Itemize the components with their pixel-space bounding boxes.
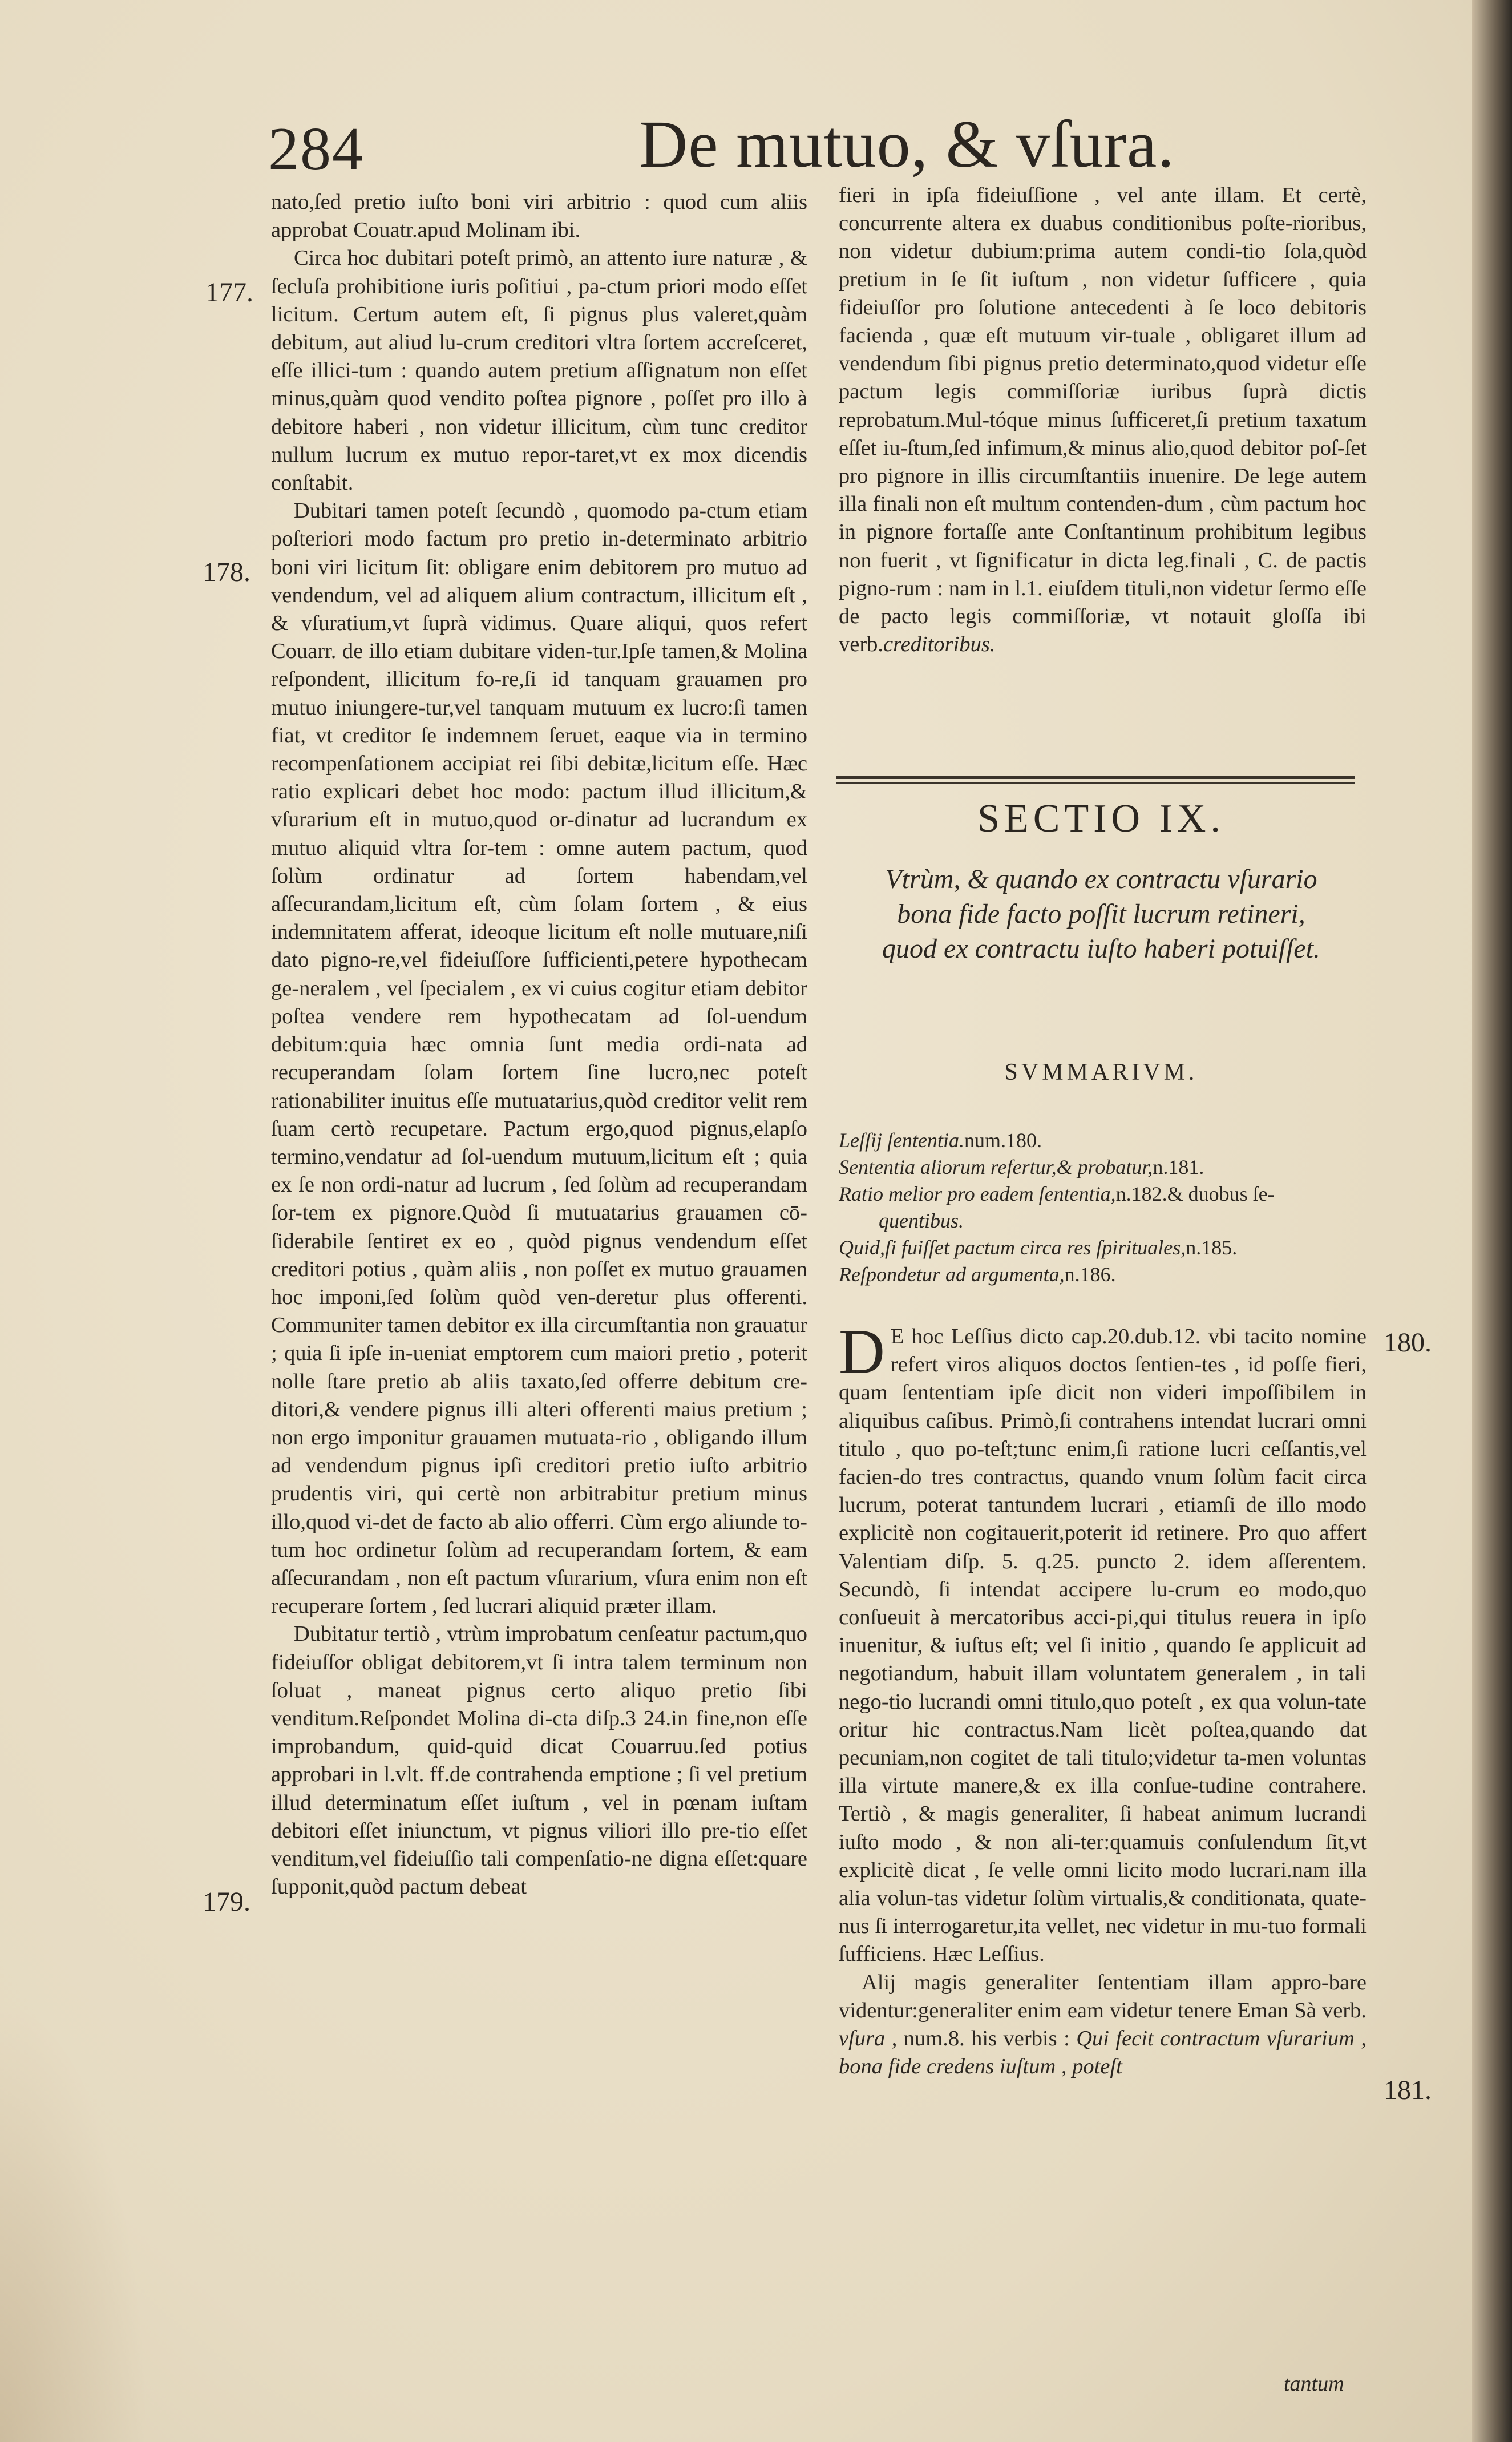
margin-number-181: 181.: [1384, 2075, 1432, 2105]
paragraph: Dubitari tamen poteſt ſecundò , quomodo pa-ctum etiam poſteriori modo factum pro pretio in-determinato arbitrio boni viri licitum ſit: obligare enim debitorem pro mutuo ad vendendum, vel ad aliquem alium contractum, illicitum eſt , & vſuratium,vt ſuprà vidimus. Quare aliqui, quos refert Couarr. de illo etiam dubitare viden-tur.Ipſe tamen,& Molina reſpondent, illicitum fo-re,ſi id tanquam grauamen pro mutuo iniungere-tur,vel tanquam mutuum ex lucro:ſi tamen fiat, vt creditor ſe indemnem ſeruet, eaque via in termino recompenſationem accipiat rei ſibi debitæ,licitum eſſe. Hæc ratio explicari debet hoc modo: pactum illud illicitum,& vſurarium eſt in mutuo,quod or-dinatur ad lucrandum ex mutuo aliquid vltra ſor-tem : omne autem pactum, quod ſolùm ordinatur ad ſortem habendam,vel aſſecurandam,licitum eſt, cùm ſolam ſortem , & eius indemnitatem afferat, ideoque licitum eſt nolle mutuare,niſi dato pigno-re,vel fideiuſſore ſufficienti,petere hypothecam ge-neralem , vel ſpecialem , ex vi cuius cogitur etiam debitor poſtea vendere rem hypothecatam ad ſol-uendum debitum:quia hæc omnia ſunt media ordi-nata ad recuperandam ſolam ſortem ſine lucro,nec poteſt rationabiliter inuitus eſſe mutuatarius,quòd creditor velit rem ſuam certò recupetare. Pactum ergo,quod pignus,elapſo termino,vendatur ad ſol-uendum mutuum,licitum eſt ; quia ex ſe non ordi-natur ad lucrum , ſed ſolùm ad recuperandam ſor-tem ex pignore.Quòd ſi mutuatarius grauamen cō-ſiderabile ſentiret ex eo , quòd pignus vendendum eſſet creditori potius , quàm aliis , non poſſet ex mutuo grauamen hoc imponi,ſed ſolùm quòd ven-deretur plus offerenti. Communiter tamen debitor ex illa circumſtantia non grauatur ; quia ſi ipſe in-ueniat emptorem cum maiori pretio , poterit nolle ſtare pretio ab aliis taxato,ſed offerre debitum cre-ditori,& vendere pignus illi alteri offerenti maius pretium ; non ergo imponitur grauamen mutuata-rio , obligando illum ad vendendum pignus ipſi creditori pretio iuſto arbitrio prudentis viri, qui certè non arbitrabitur pretium minus illo,quod vi-det de facto ab alio offerri. Cùm ergo aliunde to-tum hoc ordinetur ſolùm ad recuperandam ſortem, & eam aſſecurandam , non eſt pactum vſurarium, vſura enim non eſt recuperare ſortem , ſed lucrari aliquid præter illam.: [271, 499, 807, 1618]
summary-item: Leſſij ſententia.num.180.: [839, 1129, 1042, 1152]
paragraph: [839, 1317, 1367, 1969]
page-number: 284: [268, 115, 364, 183]
margin-number-178: 178.: [203, 557, 250, 587]
right-column-body: [839, 1317, 1367, 2081]
margin-number-177: 177.: [205, 277, 253, 308]
book-spine-shadow: [1472, 0, 1512, 2442]
summary-title: SVMMARIVM.: [1004, 1059, 1198, 1085]
summary-item: Quid,ſi fuiſſet pactum circa res ſpirituales,n.185.: [839, 1236, 1238, 1259]
paragraph: Alij magis generaliter ſententiam illam appro-bare videntur:generaliter enim eam videtur tenere Eman Sà verb. vſura , num.8. his verbis : Qui fecit contractum vſurarium , bona fide credens iuſtum , poteſt: [839, 1970, 1367, 2079]
italic-word: creditoribus.: [883, 632, 996, 657]
paragraph: nato,ſed pretio iuſto boni viri arbitrio : quod cum aliis approbat Couatr.apud Molinam ibi.: [271, 190, 807, 243]
running-title: De mutuo, & vſura.: [639, 107, 1175, 181]
summary-item: quentibus.: [879, 1209, 964, 1232]
paragraph-text: fieri in ipſa fideiuſſione , vel ante illam. Et certè, concurrente altera ex duabus conditionibus poſte-rioribus, non videtur dubium:prima autem condi-tio ſola,quòd pretium in ſe ſit iuſtum , non videtur ſufficere , quia fideiuſſor pro ſolutione antecedenti à ſe loco debitoris facienda , quæ eſt mutuum vir-tuale , obligaret illum ad vendendum ſibi pignus pretio determinato,quod videtur eſſe pactum legis commiſſoriæ iuribus ſuprà dictis reprobatum.Mul-tóque minus ſufficeret,ſi pretium taxatum eſſet iu-ſtum,ſed infimum,& minus alio,quod debitor poſ-ſet pro pignore in illis circumſtantiis inuenire. De lege autem illa finali non eſt multum contenden-dum , cùm pactum hoc in pignore fortaſſe ante Conſtantinum prohibitum legibus non fuerit , vt ſignificatur in dicta leg.finali , C. de pactis pigno-rum : nam in l.1. eiuſdem tituli,non videtur ſermo eſſe de pacto legis commiſſoriæ, vt notauit gloſſa ibi verb.: [839, 183, 1367, 657]
drop-cap: D: [839, 1317, 885, 1387]
left-column: [271, 188, 807, 1901]
summary-item: Ratio melior pro eadem ſententia,n.182.& duobus ſe-: [839, 1182, 1275, 1205]
margin-number-179: 179.: [203, 1887, 250, 1917]
paper-stain: [0, 1997, 148, 2442]
paragraph-text: E hoc Leſſius dicto cap.20.dub.12. vbi tacito nomine refert viros aliquos doctos ſentien-tes , id poſſe fieri, quam ſententiam ipſe dicit non videri impoſſibilem in aliquibus caſibus. Primò,ſi contrahens intendat lucrari omni titulo , quo po-teſt;tunc enim,ſi ratione lucri ceſſantis,vel facien-do tres contractus, quando vnum ſolùm facit circa lucrum, poterat tantundem lucrari , etiamſi de illo modo explicitè non cogitauerit,poterit id retinere. Pro quo affert Valentiam diſp. 5. q.25. puncto 2. idem aſſerentem. Secundò, ſi intendat accipere lu-crum eo modo,quo conſueuit à mercatoribus acci-pi,qui titulus reuera in ipſo inuenitur, & iuſtus eſt; vel ſi initio , quando ſe applicuit ad negotiandum, habuit illam voluntatem generalem , in tali nego-tio lucrandi omni titulo,quo poteſt , ex qua volun-tate oritur hic contractus.Nam licèt poſtea,quando dat pecuniam,non cogitet de tali titulo;videtur ta-men voluntas illa virtute manere,& ex illa conſue-tudine contrahere. Tertiò , & magis generaliter, ſi habeat animum lucrandi iuſto modo , & non ali-ter:quamuis conſulendum ſit,vt explicitè dicat , ſe velle omni licito modo lucrari.nam illa alia volun-tas videtur ſolùm virtualis,& conditionata, quate-nus ſi interrogaretur,ita vellet, nec videtur in mu-tuo formali ſufficiens. Hæc Leſſius.: [839, 1325, 1367, 1967]
paragraph: Dubitatur tertiò , vtrùm improbatum cenſeatur pactum,quo fideiuſſor obligat debitorem,vt ſi intra talem terminum non ſoluat , maneat pignus certo aliquo pretio ſibi venditum.Reſpondet Molina di-cta diſp.3 24.in fine,non eſſe improbandum, quid-quid dicat Couarruu.ſed potius approbari in l.vlt. ff.de contrahenda emptione ; ſi vel pretium illud determinatum eſſet iuſtum , vel in pœnam iuſtam debitori eſſet iniunctum, vt pignus viliori illo pre-tio eſſet venditum,vel fideiuſſio tali compenſatio-ne digna eſſet:quare ſupponit,quòd pactum debeat: [271, 1622, 807, 1899]
margin-number-180: 180.: [1384, 1327, 1432, 1358]
section-subtitle: Vtrùm, & quando ex contractu vſurario bona fide facto poſſit lucrum retineri, quod ex contractu iuſto haberi potuiſſet.: [882, 864, 1320, 964]
paragraph: [839, 181, 1367, 659]
paragraph: Circa hoc dubitari poteſt primò, an attento iure naturæ , & ſecluſa prohibitione iuris poſitiui , pa-ctum priori modo eſſet licitum. Certum autem eſt, ſi pignus plus valeret,quàm debitum, aut aliud lu-crum creditori vltra ſortem accreſceret, eſſe illici-tum : quando autem pretium aſſignatum non eſſet minus,quàm quod vendito poſtea pignore , poſſet pro illo à debitore haberi , non videtur illicitum, cùm tunc creditor nullum lucrum ex mutuo repor-taret,vt ex mox dicendis conſtabit.: [271, 246, 807, 495]
right-column-top: [839, 181, 1367, 659]
summary-item: Sententia aliorum refertur,& probatur,n.181.: [839, 1156, 1204, 1178]
summary-item: Reſpondetur ad argumenta,n.186.: [839, 1263, 1116, 1286]
summary-list: [839, 1127, 1361, 1288]
section-heading: SECTIO IX.: [977, 797, 1225, 841]
catchword: tantum: [1284, 2372, 1344, 2396]
section-divider: [836, 776, 1355, 779]
